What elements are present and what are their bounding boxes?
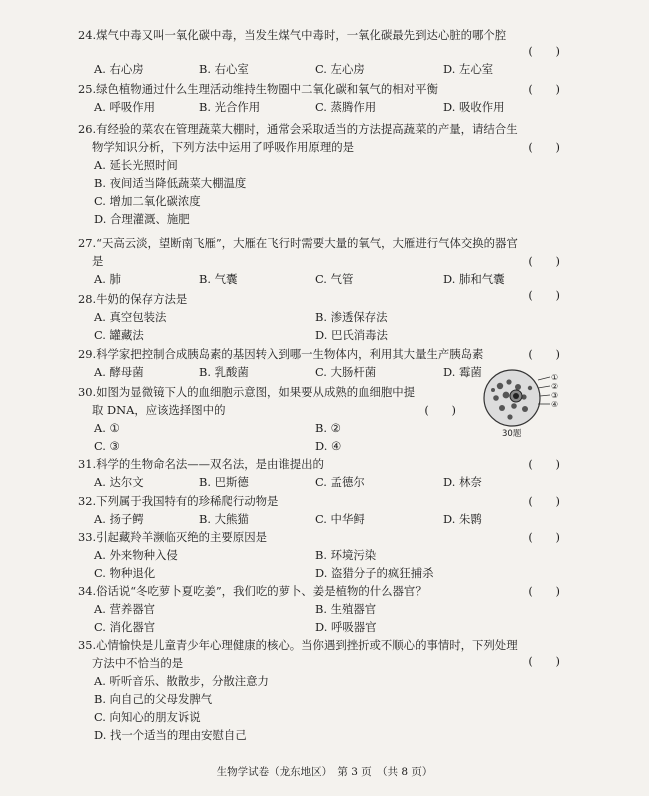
question-number: 27. xyxy=(78,236,97,250)
question-stem: 引起藏羚羊濒临灭绝的主要原因是 xyxy=(96,530,267,544)
option-c: C. 气管 xyxy=(315,272,354,286)
question-stem: 心情愉快是儿童青少年心理健康的核心。当你遇到挫折或不顺心的事情时，下列处理 xyxy=(96,638,518,652)
question-number: 28. xyxy=(78,292,97,306)
question-number: 29. xyxy=(78,347,97,361)
option-b: B. 光合作用 xyxy=(199,100,261,114)
question-25 xyxy=(78,80,558,116)
question-stem: 科学家把控制合成胰岛素的基因转入到哪一生物体内，利用其大量生产胰岛素 xyxy=(96,347,484,361)
option-d: D. 左心室 xyxy=(443,62,494,76)
option-b: B. 大熊猫 xyxy=(199,512,249,526)
option-a: A. 外来物种入侵 xyxy=(94,548,178,562)
option-d: D. 肺和气囊 xyxy=(443,272,505,286)
question-number: 35. xyxy=(78,638,97,652)
option-a: A. 右心房 xyxy=(94,62,144,76)
option-d: D. 巴氏消毒法 xyxy=(315,328,388,342)
question-stem-continued: 物学知识分析，下列方法中运用了呼吸作用原理的是 xyxy=(92,140,354,154)
options-row xyxy=(78,308,558,326)
option-a: A. 真空包装法 xyxy=(94,310,167,324)
option-b: B. 乳酸菌 xyxy=(199,365,249,379)
option-b: B. 右心室 xyxy=(199,62,249,76)
options-row xyxy=(78,98,558,116)
options-row xyxy=(78,473,558,491)
question-28 xyxy=(78,290,558,344)
question-24 xyxy=(78,26,558,78)
option-b: B. 渗透保存法 xyxy=(315,310,388,324)
option-c: C. 增加二氧化碳浓度 xyxy=(94,194,201,208)
figure-label-4: ④ xyxy=(551,400,559,409)
question-number: 26. xyxy=(78,122,97,136)
answer-bracket: ( ) xyxy=(528,288,560,302)
option-c: C. ③ xyxy=(94,439,120,453)
question-stem-continued: 是 xyxy=(92,254,104,268)
answer-bracket: ( ) xyxy=(528,494,560,508)
question-stem-continued: 取 DNA，应该选择图中的 xyxy=(92,403,226,417)
answer-bracket: ( ) xyxy=(528,530,560,544)
question-number: 25. xyxy=(78,82,97,96)
options-row xyxy=(78,546,558,564)
answer-bracket: ( ) xyxy=(528,254,560,268)
option-b: B. 巴斯德 xyxy=(199,475,249,489)
answer-bracket: ( ) xyxy=(528,457,560,471)
question-31 xyxy=(78,455,558,491)
question-stem: 绿色植物通过什么生理活动维持生物圈中二氧化碳和氧气的相对平衡 xyxy=(96,82,438,96)
option-a: A. 酵母菌 xyxy=(94,365,144,379)
blood-cell-figure xyxy=(478,368,568,440)
question-26 xyxy=(78,120,558,228)
question-stem: 牛奶的保存方法是 xyxy=(96,292,188,306)
question-33 xyxy=(78,528,558,582)
option-d: D. 吸收作用 xyxy=(443,100,505,114)
question-number: 33. xyxy=(78,530,97,544)
option-a: A. 肺 xyxy=(94,272,121,286)
options-row xyxy=(78,564,558,582)
question-stem: “天高云淡，望断南飞雁”，大雁在飞行时需要大量的氧气，大雁进行气体交换的器官 xyxy=(96,236,518,250)
option-a: A. 延长光照时间 xyxy=(94,158,178,172)
options-row xyxy=(78,510,558,528)
question-stem: 下列属于我国特有的珍稀爬行动物是 xyxy=(96,494,279,508)
question-number: 24. xyxy=(78,28,97,42)
question-number: 34. xyxy=(78,584,97,598)
question-30 xyxy=(78,383,478,455)
options-row xyxy=(78,326,558,344)
option-c: C. 左心房 xyxy=(315,62,365,76)
answer-bracket: ( ) xyxy=(528,654,560,668)
option-b: B. 向自己的父母发脾气 xyxy=(94,692,213,706)
figure-caption: 30题 xyxy=(502,429,522,439)
option-c: C. 中华鲟 xyxy=(315,512,365,526)
figure-label-3: ③ xyxy=(551,391,559,400)
option-d: D. 找一个适当的理由安慰自己 xyxy=(94,728,247,742)
options-row xyxy=(78,437,478,455)
option-b: B. ② xyxy=(315,421,341,435)
option-d: D. 霉菌 xyxy=(443,365,482,379)
option-b: B. 生殖器官 xyxy=(315,602,377,616)
question-stem: 俗话说“冬吃萝卜夏吃姜”，我们吃的萝卜、姜是植物的什么器官？ xyxy=(96,584,427,598)
question-number: 32. xyxy=(78,494,97,508)
option-a: A. 达尔文 xyxy=(94,475,144,489)
option-d: D. 呼吸器官 xyxy=(315,620,377,634)
question-number: 30. xyxy=(78,385,97,399)
option-c: C. 孟德尔 xyxy=(315,475,365,489)
option-c: C. 蒸腾作用 xyxy=(315,100,377,114)
options-row xyxy=(78,618,558,636)
option-d: D. 朱鹮 xyxy=(443,512,482,526)
question-stem: 煤气中毒又叫一氧化碳中毒，当发生煤气中毒时，一氧化碳最先到达心脏的哪个腔 xyxy=(96,28,507,42)
question-32 xyxy=(78,492,558,528)
option-a: A. 听听音乐、散散步，分散注意力 xyxy=(94,674,269,688)
option-c: C. 物种退化 xyxy=(94,566,156,580)
figure-label-1: ① xyxy=(551,373,559,382)
option-d: D. 盗猎分子的疯狂捕杀 xyxy=(315,566,434,580)
option-a: A. ① xyxy=(94,421,120,435)
option-c: C. 大肠杆菌 xyxy=(315,365,377,379)
question-number: 31. xyxy=(78,457,97,471)
question-35 xyxy=(78,636,558,744)
question-stem: 如图为显微镜下人的血细胞示意图，如果要从成熟的血细胞中提 xyxy=(96,385,416,399)
answer-bracket: ( ) xyxy=(528,82,560,96)
option-a: A. 营养器官 xyxy=(94,602,156,616)
options-row xyxy=(78,270,558,288)
option-a: A. 扬子鳄 xyxy=(94,512,144,526)
options-row xyxy=(78,600,558,618)
option-b: B. 夜间适当降低蔬菜大棚温度 xyxy=(94,176,247,190)
answer-bracket: ( ) xyxy=(528,347,560,361)
question-27 xyxy=(78,234,558,288)
option-d: D. 林奈 xyxy=(443,475,482,489)
options-row xyxy=(78,419,478,437)
option-a: A. 呼吸作用 xyxy=(94,100,156,114)
question-34 xyxy=(78,582,558,636)
option-b: B. 气囊 xyxy=(199,272,238,286)
option-d: D. 合理灌溉、施肥 xyxy=(94,212,190,226)
page-footer: 生物学试卷（龙东地区） 第 3 页 （共 8 页） xyxy=(216,766,433,778)
answer-bracket: ( ) xyxy=(528,584,560,598)
question-stem-continued: 方法中不恰当的是 xyxy=(92,656,184,670)
option-c: C. 向知心的朋友诉说 xyxy=(94,710,201,724)
blood-cell-diagram xyxy=(478,368,568,440)
question-stem: 科学的生物命名法——双名法，是由谁提出的 xyxy=(96,457,324,471)
option-c: C. 罐藏法 xyxy=(94,328,144,342)
answer-bracket: ( ) xyxy=(528,44,560,58)
options-row xyxy=(78,60,558,78)
answer-bracket: ( ) xyxy=(528,140,560,154)
question-stem: 有经验的菜农在管理蔬菜大棚时，通常会采取适当的方法提高蔬菜的产量，请结合生 xyxy=(96,122,518,136)
answer-bracket: ( ) xyxy=(424,403,456,417)
option-c: C. 消化器官 xyxy=(94,620,156,634)
option-d: D. ④ xyxy=(315,439,342,453)
figure-label-2: ② xyxy=(551,382,559,391)
option-b: B. 环境污染 xyxy=(315,548,377,562)
